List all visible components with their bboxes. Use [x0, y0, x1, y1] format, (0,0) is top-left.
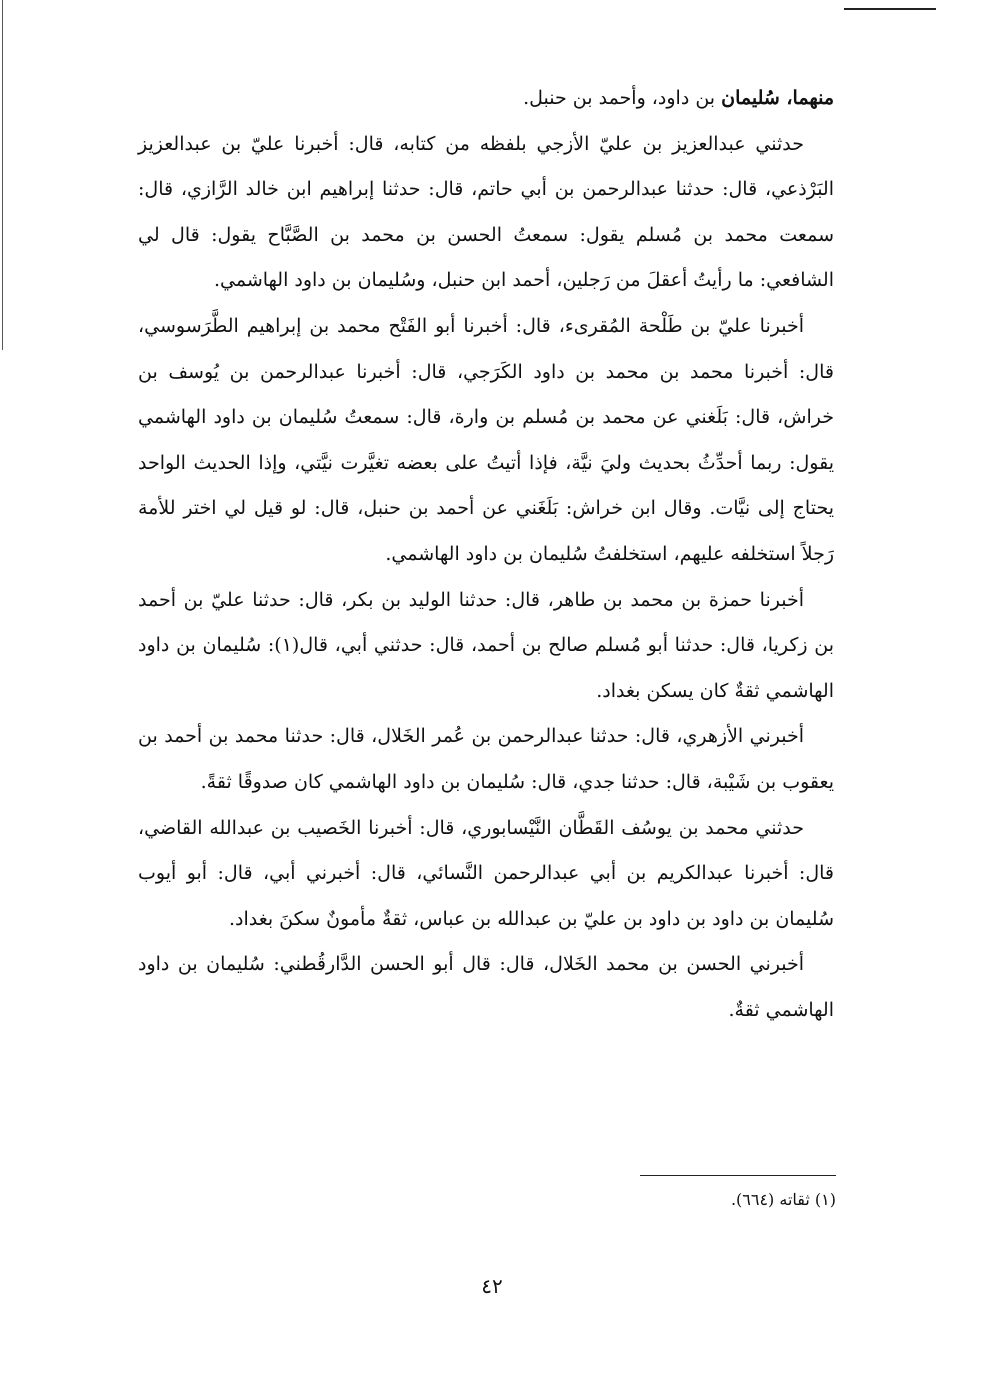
paragraph-1-lead: منهما، سُليمان	[721, 87, 834, 109]
page-body	[138, 76, 834, 1033]
page-number: ٤٢	[481, 1274, 503, 1298]
paragraph-3: أخبرنا عليّ بن طَلْحة المُقرىء، قال: أخبرنا أبو الفَتْح محمد بن إبراهيم الطَّرَسوسي، قال: أخبرنا محمد بن محمد بن داود الكَرَجي، قال: أخبرنا عبدالرحمن بن يُوسف بن خراش، قال: بَلَغني عن محمد بن مُسلم بن وارة، قال: سمعتُ سُليمان بن داود الهاشمي يقول: ربما أحدِّثُ بحديث وليَ نيَّة، فإذا أتيتُ على بعضه تغيَّرت نيَّتي، وإذا الحديث الواحد يحتاج إلى نيَّات. وقال ابن خراش: بَلَغَني عن أحمد بن حنبل، قال: لو قيل لي اختر للأمة رَجلاً استخلفه عليهم، استخلفتُ سُليمان بن داود الهاشمي.	[138, 314, 834, 565]
footnote: (١) ثقاته (٦٦٤).	[730, 1190, 836, 1209]
paragraph-5: أخبرني الأزهري، قال: حدثنا عبدالرحمن بن عُمر الخَلال، قال: حدثنا محمد بن أحمد بن يعقوب بن شَيْبة، قال: حدثنا جدي، قال: سُليمان بن داود الهاشمي كان صدوقًا ثقةً.	[138, 725, 834, 793]
paragraph-4: أخبرنا حمزة بن محمد بن طاهر، قال: حدثنا الوليد بن بكر، قال: حدثنا عليّ بن أحمد بن زكريا، قال: حدثنا أبو مُسلم صالح بن أحمد، قال: حدثني أبي، قال(١): سُليمان بن داود الهاشمي ثقةٌ كان يسكن بغداد.	[138, 588, 835, 702]
scan-edge-mark	[2, 0, 3, 350]
paragraph-2: حدثني عبدالعزيز بن عليّ الأزجي بلفظه من كتابه، قال: أخبرنا عليّ بن عبدالعزيز البَرْذعي، قال: حدثنا عبدالرحمن بن أبي حاتم، قال: حدثنا إبراهيم ابن خالد الرَّازي، قال: سمعت محمد بن مُسلم يقول: سمعتُ الحسن بن محمد بن الصَّبَّاح يقول: قال لي الشافعي: ما رأيتُ أعقلَ من رَجلين، أحمد ابن حنبل، وسُليمان بن داود الهاشمي.	[138, 132, 834, 292]
paragraph-6: حدثني محمد بن يوسُف القَطَّان النَّيْسابوري، قال: أخبرنا الخَصيب بن عبدالله القاضي، قال: أخبرنا عبدالكريم بن أبي عبدالرحمن النَّسائي، قال: أخبرني أبي، قال: أبو أيوب سُليمان بن داود بن داود بن عليّ بن عبدالله بن عباس، ثقةٌ مأمونٌ سكنَ بغداد.	[138, 816, 834, 930]
footnote-rule	[640, 1175, 836, 1176]
top-rule	[844, 8, 936, 10]
paragraph-1-rest: بن داود، وأحمد بن حنبل.	[523, 87, 722, 109]
paragraph-7: أخبرني الحسن بن محمد الخَلال، قال: قال أبو الحسن الدَّارقُطني: سُليمان بن داود الهاشمي ثقةٌ.	[138, 953, 834, 1021]
paragraph-1	[138, 76, 834, 122]
